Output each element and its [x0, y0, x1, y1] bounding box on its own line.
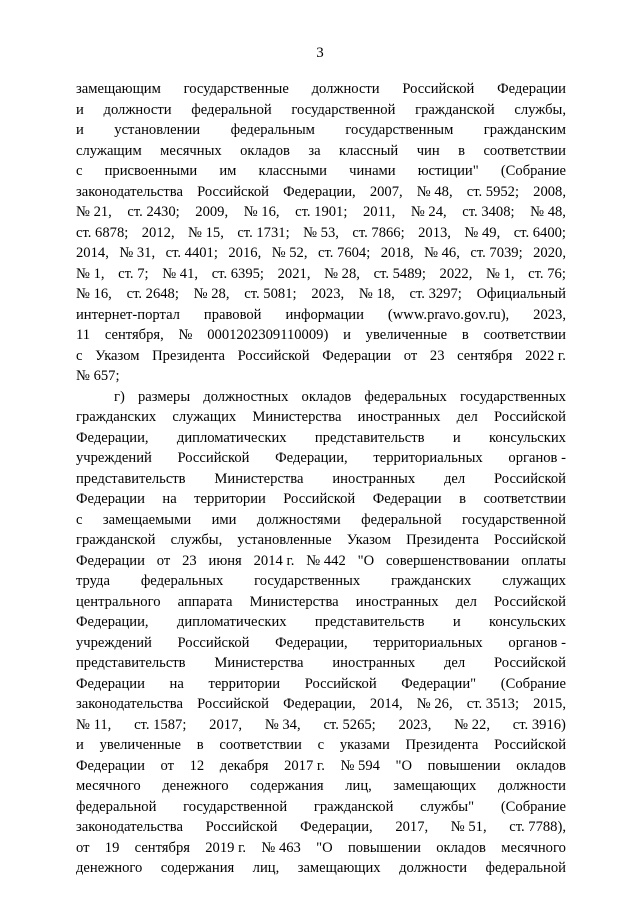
word: федеральных [140, 573, 224, 589]
word: № 41, [162, 265, 199, 282]
word: 2013, [418, 224, 451, 241]
word: 2022 г. [525, 347, 566, 364]
word: государственных [254, 573, 361, 589]
word: 2017 г. [284, 757, 325, 774]
text-line [76, 817, 566, 838]
word: Указом [346, 532, 392, 548]
word: месячных [160, 142, 222, 159]
word: 19 [104, 839, 120, 856]
word: ст. 7; [118, 265, 149, 282]
word: ст. 1901; [295, 204, 348, 220]
word: от [403, 347, 418, 364]
word: иностранных [332, 470, 416, 487]
text-line [76, 551, 566, 572]
word: ст. 5081; [244, 286, 297, 302]
word: центрального [76, 593, 161, 610]
body-text [76, 79, 566, 879]
word: 2014 г. [253, 552, 295, 569]
text-line [76, 202, 566, 223]
word: "О [316, 839, 333, 856]
word: от [76, 839, 90, 856]
word: № [178, 327, 193, 343]
word: сентября [457, 347, 513, 364]
word: дел [444, 470, 466, 487]
word: должности [497, 778, 566, 794]
word: Федерации, [275, 634, 348, 651]
word: им [219, 163, 237, 179]
word: Президента [405, 737, 479, 753]
word: территориальных [373, 634, 483, 651]
word: Российской [205, 819, 278, 835]
word: Президента [152, 347, 225, 364]
word: ст. 2648; [126, 286, 179, 302]
word: ст. 3297; [409, 286, 462, 302]
word: № 22, [454, 716, 490, 733]
word: службы, [514, 101, 566, 118]
word: 2007, [369, 183, 403, 200]
word: № 18, [358, 286, 395, 302]
word: территории [194, 491, 266, 507]
word: дипломатических [176, 614, 287, 630]
word: 23 [429, 347, 445, 364]
word: федеральной [191, 101, 272, 118]
word: 2017, [209, 716, 243, 733]
word: указами [339, 737, 390, 753]
word: гражданской [76, 532, 156, 548]
word: увеличенные [99, 737, 181, 753]
word: 2011, [362, 204, 396, 220]
word: № 442 [306, 552, 346, 569]
word: иностранных [357, 409, 441, 425]
word: законодательства [76, 183, 183, 200]
text-line [76, 284, 566, 305]
word: федеральной [485, 860, 566, 876]
word: ст. 7604; [317, 245, 371, 261]
word: информации [285, 306, 364, 323]
word: соответствии [219, 737, 302, 753]
word: соответствии [483, 491, 566, 507]
page-number: 3 [316, 45, 324, 61]
word: 2023, [398, 716, 432, 733]
word: июня [208, 552, 242, 569]
word: и [452, 429, 461, 446]
word: консульских [488, 614, 566, 630]
word: 2021, [277, 265, 311, 282]
word: (www.pravo.gov.ru), [387, 306, 510, 323]
word: с [317, 737, 325, 753]
word: ст. 5952; [466, 183, 520, 200]
word: месячного [76, 778, 141, 794]
word: Федерации, [283, 696, 356, 712]
word: № 26, [416, 696, 453, 712]
text-line [76, 694, 566, 715]
word: 0001202309110009) [207, 327, 329, 343]
text-line [76, 305, 566, 326]
word: консульских [488, 429, 566, 446]
word: Федерации, [283, 183, 356, 200]
word: представительств [314, 429, 425, 446]
word: иностранных [332, 655, 416, 671]
word: гражданским [483, 122, 566, 138]
text-line [76, 612, 566, 633]
text-line [76, 510, 566, 531]
word: территориальных [373, 450, 483, 466]
text-line [76, 776, 566, 797]
word: содержания [250, 778, 324, 794]
word: учреждений [76, 634, 152, 651]
word: ст. 1587; [134, 716, 187, 733]
text-line [76, 797, 566, 818]
word: представительств [76, 470, 186, 487]
word: замещающих [393, 778, 477, 794]
word: повышении [347, 839, 421, 856]
word: учреждений [76, 450, 152, 466]
word: 2023, [533, 306, 566, 323]
text-line [76, 735, 566, 756]
word: 11 [76, 327, 91, 343]
word: Российской [494, 409, 566, 425]
text-line [76, 633, 566, 654]
word: ими [211, 511, 237, 528]
word: Федерации, [300, 819, 373, 835]
word: (Собрание [500, 163, 566, 179]
word: № 48, [416, 183, 453, 200]
word: на [162, 491, 177, 507]
text-line [76, 182, 566, 203]
word: территории [208, 675, 281, 692]
word: Федерации" [401, 675, 477, 692]
word: и [76, 101, 84, 118]
word: Российской [494, 655, 566, 671]
word: окладов [516, 757, 566, 774]
word: органов - [508, 450, 566, 466]
word: оплаты [521, 552, 566, 569]
text-line [76, 161, 566, 182]
text-line [76, 469, 566, 490]
word: в [459, 491, 466, 507]
word: окладов [436, 839, 486, 856]
word: Министерства [249, 593, 339, 610]
word: службы" [420, 798, 475, 815]
word: Российской [177, 634, 250, 651]
text-line [76, 120, 566, 141]
word: Федерации [76, 757, 145, 774]
word: (Собрание [500, 798, 566, 815]
word: повышении [427, 757, 501, 774]
text-line [76, 530, 566, 551]
word: государственной [461, 511, 566, 528]
word: Российской [494, 593, 566, 610]
word: № 52, [271, 245, 308, 261]
word: дипломатических [176, 429, 287, 446]
text-line [76, 592, 566, 613]
word: служащим [76, 142, 142, 159]
word: ст. 2430; [127, 204, 180, 220]
word: соответствии [483, 327, 566, 343]
word: в [461, 327, 469, 343]
text-line [76, 715, 566, 736]
word: юстиции" [417, 163, 479, 179]
word: Указом [95, 347, 140, 364]
word: ст. 4401; [165, 245, 218, 261]
word: федеральным [230, 122, 315, 138]
text-line [76, 428, 566, 449]
word: дел [444, 655, 466, 671]
word: (Собрание [500, 675, 566, 692]
word: Российской [177, 450, 250, 466]
word: за [308, 142, 321, 159]
word: денежного [76, 860, 143, 876]
word: Российской [494, 737, 566, 753]
word: ст. 7788), [509, 819, 566, 835]
text-line [76, 571, 566, 592]
word: служащих [502, 573, 566, 589]
word: г) [114, 388, 125, 405]
word: и [76, 737, 84, 753]
word: № 16, [76, 286, 112, 302]
text-line [76, 223, 566, 244]
word: окладов [240, 142, 290, 159]
word: ст. 5265; [323, 716, 376, 733]
word: № 48, [530, 204, 566, 220]
word: ст. 6878; [76, 224, 129, 241]
word: 2009, [195, 204, 229, 220]
word: чин [416, 142, 440, 159]
word: Российской [402, 81, 475, 97]
word: гражданской [313, 798, 394, 815]
word: представительств [76, 655, 186, 671]
word: Российской [197, 183, 269, 200]
word: № 21, [76, 204, 112, 220]
word: № 1, [76, 265, 105, 282]
word: законодательства [76, 819, 183, 835]
word: № 28, [193, 286, 230, 302]
word: от [156, 552, 171, 569]
word: 2017, [395, 819, 429, 835]
text-line [76, 407, 566, 428]
text-line [76, 489, 566, 510]
word: ст. 5489; [373, 265, 426, 282]
word: установленные [237, 532, 332, 548]
word: классными [258, 163, 327, 179]
word: 2014, [369, 696, 403, 712]
text-line [76, 838, 566, 859]
word: Федерации, [76, 429, 149, 446]
word: размеры [137, 388, 191, 405]
word: декабря [219, 757, 269, 774]
word: служащих [172, 409, 237, 425]
word: иностранных [355, 593, 439, 610]
word: месячного [501, 839, 566, 856]
word: замещающих [297, 860, 381, 876]
word: Федерации [322, 347, 392, 364]
word: и [452, 614, 461, 630]
word: чинами [349, 163, 396, 179]
word: 2023, [311, 286, 345, 302]
word: ст. 3916) [512, 716, 566, 733]
word: Российской [494, 532, 566, 548]
text-line [76, 325, 566, 346]
word: ст. 6400; [513, 224, 566, 241]
word: государственные [183, 81, 289, 97]
text-line [76, 141, 566, 162]
word: должностных [203, 388, 289, 405]
word: от [160, 757, 174, 774]
word: содержания [160, 860, 235, 876]
word: гражданских [391, 573, 472, 589]
word: ст. 6395; [211, 265, 264, 282]
word: государственных [459, 388, 566, 405]
text-line [76, 653, 566, 674]
word: № 657; [76, 368, 120, 384]
word: должностями [256, 511, 341, 528]
text-line [76, 387, 566, 408]
word: лиц, [252, 860, 280, 876]
text-line [76, 756, 566, 777]
word: № 34, [264, 716, 301, 733]
text-line [76, 346, 566, 367]
word: лиц, [345, 778, 372, 794]
word: классный [339, 142, 399, 159]
word: ст. 3408; [462, 204, 515, 220]
word: Министерства [252, 409, 342, 425]
word: соответствии [483, 142, 566, 159]
text-line [76, 674, 566, 695]
word: № 16, [243, 204, 280, 220]
word: труда [76, 573, 110, 589]
word: государственной [291, 101, 396, 118]
word: сентября, [104, 327, 164, 343]
word: денежного [162, 778, 229, 794]
word: ст. 76; [528, 265, 566, 282]
word: № 49, [464, 224, 501, 241]
word: Министерства [214, 655, 304, 671]
word: и [76, 122, 84, 138]
word: гражданских [76, 409, 157, 425]
word: 2022, [439, 265, 473, 282]
word: "О [357, 552, 375, 569]
word: № 463 [261, 839, 301, 856]
word: федеральной [361, 511, 442, 528]
word: № 31, [119, 245, 156, 261]
word: представительств [314, 614, 425, 630]
word: законодательства [76, 696, 183, 712]
text-line [76, 100, 566, 121]
word: с [76, 347, 83, 364]
word: государственным [345, 122, 454, 138]
word: Федерации [497, 81, 566, 97]
word: федеральных [364, 388, 447, 405]
word: "О [395, 757, 413, 774]
word: № 46, [424, 245, 460, 261]
word: должности [399, 860, 468, 876]
word: аппарата [177, 593, 233, 610]
word: органов - [508, 634, 566, 651]
word: Федерации, [275, 450, 348, 466]
word: правовой [203, 306, 262, 323]
word: ст. 1731; [237, 224, 290, 241]
word: № 1, [486, 265, 515, 282]
word: службы, [170, 532, 223, 548]
word: Российской [237, 347, 310, 364]
word: Федерации, [76, 614, 149, 630]
text-line [76, 264, 566, 285]
word: должности [311, 81, 380, 97]
word: замещаемыми [102, 511, 192, 528]
word: Президента [406, 532, 479, 548]
word: Федерации [76, 675, 145, 692]
word: дел [455, 593, 477, 610]
word: № 594 [340, 757, 380, 774]
word: 23 [182, 552, 197, 569]
text-line [76, 366, 566, 387]
word: 2008, [533, 183, 566, 200]
word: 2018, [380, 245, 414, 261]
word: 2020, [533, 245, 566, 261]
word: увеличенные [365, 327, 448, 343]
text-line [76, 79, 566, 100]
word: окладов [301, 388, 352, 405]
word: № 11, [76, 716, 112, 733]
word: Федерации [76, 491, 145, 507]
word: дел [456, 409, 478, 425]
word: присвоенными [104, 163, 198, 179]
word: на [169, 675, 184, 692]
word: сентября [134, 839, 190, 856]
word: 2015, [533, 696, 566, 712]
word: и [343, 327, 351, 343]
word: Российской [197, 696, 269, 712]
word: гражданской [415, 101, 495, 118]
word: интернет-портал [76, 306, 180, 323]
text-line [76, 243, 566, 264]
word: с [76, 163, 83, 179]
word: замещающим [76, 81, 161, 97]
word: № 28, [324, 265, 360, 282]
word: федеральной [76, 798, 157, 815]
word: 12 [189, 757, 205, 774]
word: 2016, [228, 245, 262, 261]
word: Российской [283, 491, 356, 507]
word: совершенствовании [385, 552, 510, 569]
word: ст. 3513; [466, 696, 520, 712]
text-line [76, 448, 566, 469]
word: установлении [114, 122, 201, 138]
word: Официальный [476, 286, 566, 302]
word: в [196, 737, 204, 753]
word: государственной [183, 798, 288, 815]
word: Федерации [372, 491, 442, 507]
word: № 53, [303, 224, 339, 241]
word: Российской [494, 470, 566, 487]
text-line [76, 858, 566, 879]
word: в [458, 142, 465, 159]
word: № 24, [410, 204, 447, 220]
word: № 15, [188, 224, 224, 241]
word: ст. 7039; [470, 245, 523, 261]
word: Министерства [214, 470, 304, 487]
word: 2019 г. [205, 839, 247, 856]
word: Федерации [76, 552, 145, 569]
word: ст. 7866; [352, 224, 405, 241]
word: 2014, [76, 245, 109, 261]
word: с [76, 511, 83, 528]
word: 2012, [141, 224, 175, 241]
word: должности [103, 101, 172, 118]
word: № 51, [450, 819, 487, 835]
word: Российской [304, 675, 377, 692]
